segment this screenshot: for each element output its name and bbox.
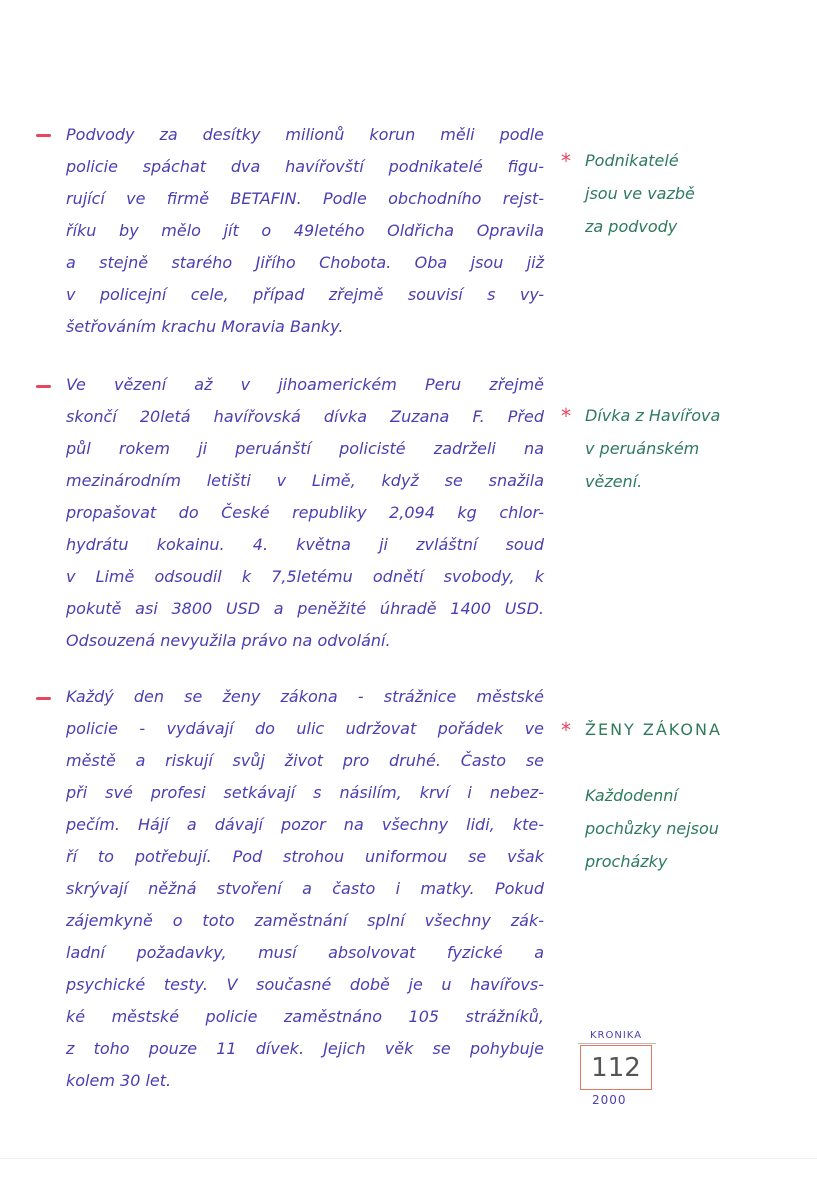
text-line: v Limě odsoudil k 7,5letému odnětí svobody, k xyxy=(66,567,544,586)
bullet-dash-icon xyxy=(36,697,51,700)
stamp-year: 2000 xyxy=(592,1093,627,1107)
margin-note xyxy=(561,403,721,502)
note-line: Dívka z Havířova xyxy=(585,406,721,425)
note-line xyxy=(585,750,722,783)
text-line: Každý den se ženy zákona - strážnice městské xyxy=(66,687,544,706)
text-line: Odsouzená nevyužila právo na odvolání. xyxy=(66,631,391,650)
text-line: Podvody za desítky milionů korun měli podle xyxy=(66,125,544,144)
text-line: v policejní cele, případ zřejmě souvisí s vy- xyxy=(66,285,544,304)
text-line: z toho pouze 11 dívek. Jejich věk se pohybuje xyxy=(66,1039,544,1058)
margin-note xyxy=(561,148,695,247)
text-line: ří to potřebují. Pod strohou uniformou se však xyxy=(66,847,544,866)
text-line: a stejně starého Jiřího Chobota. Oba jsou již xyxy=(66,253,544,272)
bullet-dash-icon xyxy=(36,134,51,137)
text-line: hydrátu kokainu. 4. května ji zvláštní soud xyxy=(66,535,544,554)
text-line: ké městské policie zaměstnáno 105 strážníků, xyxy=(66,1007,544,1026)
text-line: pokutě asi 3800 USD a peněžité úhradě 1400 USD. xyxy=(66,599,544,618)
text-line: propašovat do České republiky 2,094 kg chlor- xyxy=(66,503,544,522)
page-number: 112 xyxy=(580,1045,652,1090)
asterisk-icon: * xyxy=(561,404,571,428)
asterisk-icon: * xyxy=(561,718,571,742)
note-line: jsou ve vazbě xyxy=(585,184,695,203)
text-line: policie spáchat dva havířovští podnikatelé figu- xyxy=(66,157,544,176)
text-line: půl rokem ji peruánští policisté zadrželi na xyxy=(66,439,544,458)
bullet-dash-icon xyxy=(36,385,51,388)
note-line: v peruánském xyxy=(585,439,700,458)
note-line: za podvody xyxy=(585,217,678,236)
text-line: městě a riskují svůj život pro druhé. Často se xyxy=(66,751,544,770)
divider xyxy=(578,1043,656,1044)
text-line: pečím. Hájí a dávají pozor na všechny lidi, kte- xyxy=(66,815,544,834)
text-line: rující ve firmě BETAFIN. Podle obchodního rejst- xyxy=(66,189,544,208)
stamp-label: KRONIKA xyxy=(590,1030,643,1041)
text-line: skončí 20letá havířovská dívka Zuzana F. Před xyxy=(66,407,544,426)
asterisk-icon: * xyxy=(561,149,571,173)
text-line: Ve vězení až v jihoamerickém Peru zřejmě xyxy=(66,375,544,394)
text-line: ladní požadavky, musí absolvovat fyzické a xyxy=(66,943,544,962)
note-line: Podnikatelé xyxy=(585,151,679,170)
article-paragraph xyxy=(66,684,544,1100)
note-line: ŽENY ZÁKONA xyxy=(585,720,722,739)
text-line: kolem 30 let. xyxy=(66,1071,172,1090)
text-line: říku by mělo jít o 49letého Oldřicha Opravila xyxy=(66,221,544,240)
text-line: při své profesi setkávají s násilím, krví i nebez- xyxy=(66,783,544,802)
article-paragraph xyxy=(66,122,544,346)
note-line: Každodenní xyxy=(585,786,678,805)
note-line: procházky xyxy=(585,852,668,871)
text-line: psychické testy. V současné době je u havířovs- xyxy=(66,975,544,994)
text-line: zájemkyně o toto zaměstnání splní všechny zák- xyxy=(66,911,544,930)
text-line: skrývají něžná stvoření a často i matky. Pokud xyxy=(66,879,544,898)
margin-note xyxy=(561,717,722,882)
text-line: policie - vydávají do ulic udržovat pořádek ve xyxy=(66,719,544,738)
note-line: vězení. xyxy=(585,472,643,491)
text-line: šetřováním krachu Moravia Banky. xyxy=(66,317,344,336)
note-line: pochůzky nejsou xyxy=(585,819,719,838)
article-paragraph xyxy=(66,372,544,660)
page-edge xyxy=(0,1158,817,1159)
text-line: mezinárodním letišti v Limě, když se snažila xyxy=(66,471,544,490)
